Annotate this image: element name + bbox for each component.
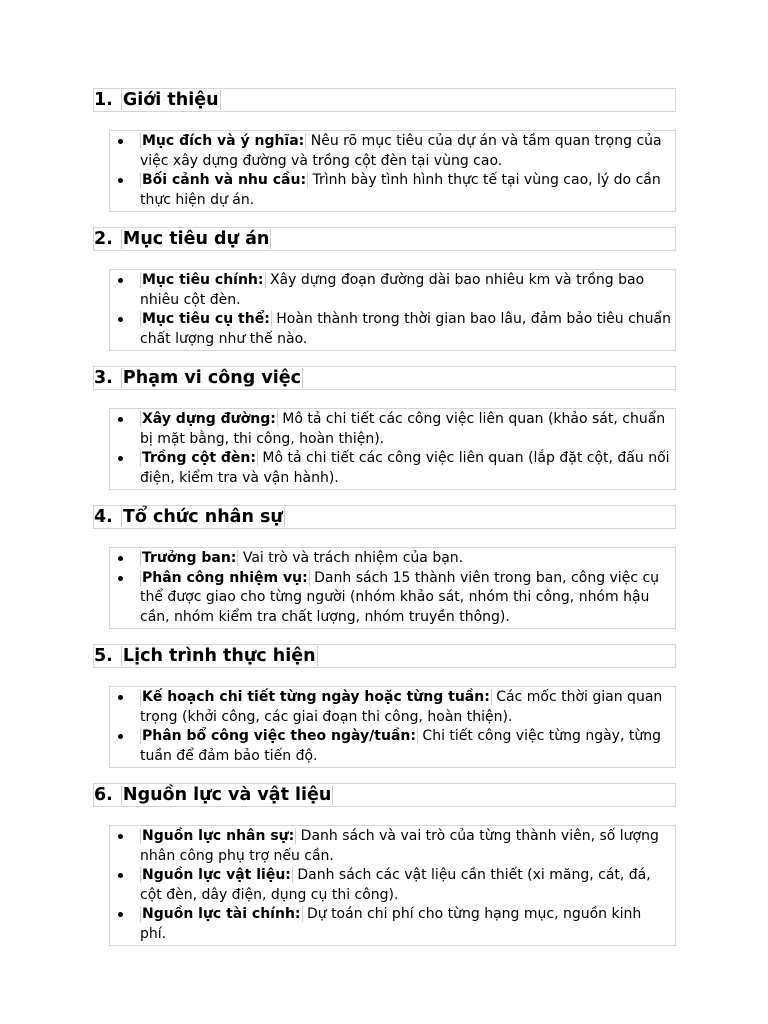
bullet-icon xyxy=(118,873,123,878)
list-item xyxy=(110,310,675,349)
bullet-list-box xyxy=(109,825,676,946)
item-term: Mục tiêu cụ thể: xyxy=(142,311,270,327)
item-text: Chi tiết công việc từng ngày, từng tuần để đảm bảo tiến độ. xyxy=(140,728,661,764)
section-title: Giới thiệu xyxy=(122,90,219,110)
list-item xyxy=(110,905,675,944)
section-heading xyxy=(94,507,285,527)
item-term: Nguồn lực tài chính: xyxy=(142,906,301,922)
section-number: 6. xyxy=(94,785,113,805)
bullet-list-box xyxy=(109,269,676,351)
list-item xyxy=(110,410,675,449)
item-term: Bối cảnh và nhu cầu: xyxy=(142,172,307,188)
item-text: Danh sách các vật liệu cần thiết (xi măng, cát, đá, cột đèn, dây điện, dụng cụ thi công). xyxy=(140,867,651,903)
bullet-icon xyxy=(118,834,123,839)
bullet-list xyxy=(110,827,675,944)
list-item xyxy=(110,866,675,905)
bullet-icon xyxy=(118,912,123,917)
item-term: Phân công nhiệm vụ: xyxy=(142,569,308,586)
bullet-icon xyxy=(118,734,123,739)
section-heading xyxy=(94,785,333,805)
item-text: Trình bày tình hình thực tế tại vùng cao, lý do cần thực hiện dự án. xyxy=(140,172,661,208)
bullet-list-box xyxy=(109,408,676,490)
section-heading-box xyxy=(93,227,676,251)
section-title: Phạm vi công việc xyxy=(122,368,301,388)
item-term: Nguồn lực vật liệu: xyxy=(142,867,291,883)
section-introduction xyxy=(93,88,676,212)
bullet-icon xyxy=(118,178,123,183)
section-heading-box xyxy=(93,505,676,529)
list-item xyxy=(110,688,675,727)
bullet-list-box xyxy=(109,686,676,768)
section-staffing xyxy=(93,505,676,629)
item-text: Mô tả chi tiết các công việc liên quan (lắp đặt cột, đấu nối điện, kiểm tra và vận hành). xyxy=(140,450,670,486)
bullet-list-box xyxy=(109,547,676,629)
list-item xyxy=(110,827,675,866)
item-text: Các mốc thời gian quan trọng (khởi công, các giai đoạn thi công, hoàn thiện). xyxy=(140,689,663,725)
list-item xyxy=(110,132,675,171)
bullet-list xyxy=(110,132,675,210)
bullet-icon xyxy=(118,417,123,422)
list-item xyxy=(110,569,675,628)
bullet-list xyxy=(110,271,675,349)
item-text: Dự toán chi phí cho từng hạng mục, nguồn kinh phí. xyxy=(140,906,642,942)
bullet-icon xyxy=(118,278,123,283)
bullet-icon xyxy=(118,556,123,561)
item-term: Mục đích và ý nghĩa: xyxy=(142,133,305,149)
section-schedule xyxy=(93,644,676,768)
item-text: Mô tả chi tiết các công việc liên quan (khảo sát, chuẩn bị mặt bằng, thi công, hoàn thiện). xyxy=(140,411,666,447)
bullet-list-box xyxy=(109,130,676,212)
item-text: Hoàn thành trong thời gian bao lâu, đảm bảo tiêu chuẩn chất lượng như thế nào. xyxy=(140,311,672,347)
section-scope-of-work xyxy=(93,366,676,490)
item-text: Nêu rõ mục tiêu của dự án và tầm quan trọng của việc xây dựng đường và trồng cột đèn tại vùng cao. xyxy=(140,133,662,169)
section-heading-box xyxy=(93,366,676,390)
bullet-list xyxy=(110,410,675,488)
section-number: 2. xyxy=(94,229,113,249)
item-term: Kế hoạch chi tiết từng ngày hoặc từng tuần: xyxy=(142,689,490,705)
section-title: Tổ chức nhân sự xyxy=(122,507,283,527)
section-number: 5. xyxy=(94,646,113,666)
item-term: Xây dựng đường: xyxy=(142,411,276,427)
section-heading xyxy=(94,646,318,666)
item-text: Danh sách 15 thành viên trong ban, công việc cụ thể được giao cho từng người (nhóm khảo sát, nhóm thi công, nhóm hậu cần, nhóm kiểm tra chất lượng, nhóm truyền thông). xyxy=(140,569,660,625)
list-item xyxy=(110,271,675,310)
section-heading xyxy=(94,229,271,249)
section-title: Lịch trình thực hiện xyxy=(122,646,316,666)
section-project-objectives xyxy=(93,227,676,351)
section-number: 3. xyxy=(94,368,113,388)
item-term: Phân bổ công việc theo ngày/tuần: xyxy=(142,728,416,744)
bullet-list xyxy=(110,549,675,627)
section-heading xyxy=(94,368,303,388)
bullet-icon xyxy=(118,139,123,144)
section-heading xyxy=(94,90,221,110)
section-heading-box xyxy=(93,783,676,807)
list-item xyxy=(110,549,675,569)
section-heading-box xyxy=(93,644,676,668)
section-heading-box xyxy=(93,88,676,112)
item-term: Mục tiêu chính: xyxy=(142,272,264,288)
item-term: Trồng cột đèn: xyxy=(142,450,256,466)
list-item xyxy=(110,727,675,766)
list-item xyxy=(110,171,675,210)
bullet-icon xyxy=(118,576,123,581)
section-number: 4. xyxy=(94,507,113,527)
item-text: Vai trò và trách nhiệm của bạn. xyxy=(238,550,464,566)
list-item xyxy=(110,449,675,488)
section-number: 1. xyxy=(94,90,113,110)
item-term: Nguồn lực nhân sự: xyxy=(142,828,295,844)
section-resources xyxy=(93,783,676,946)
bullet-icon xyxy=(118,317,123,322)
bullet-icon xyxy=(118,695,123,700)
item-text: Xây dựng đoạn đường dài bao nhiêu km và trồng bao nhiêu cột đèn. xyxy=(140,272,645,308)
bullet-icon xyxy=(118,456,123,461)
section-title: Mục tiêu dự án xyxy=(122,229,270,249)
bullet-list xyxy=(110,688,675,766)
section-title: Nguồn lực và vật liệu xyxy=(122,785,332,805)
item-text: Danh sách và vai trò của từng thành viên, số lượng nhân công phụ trợ nếu cần. xyxy=(140,828,659,864)
item-term: Trưởng ban: xyxy=(142,550,237,566)
